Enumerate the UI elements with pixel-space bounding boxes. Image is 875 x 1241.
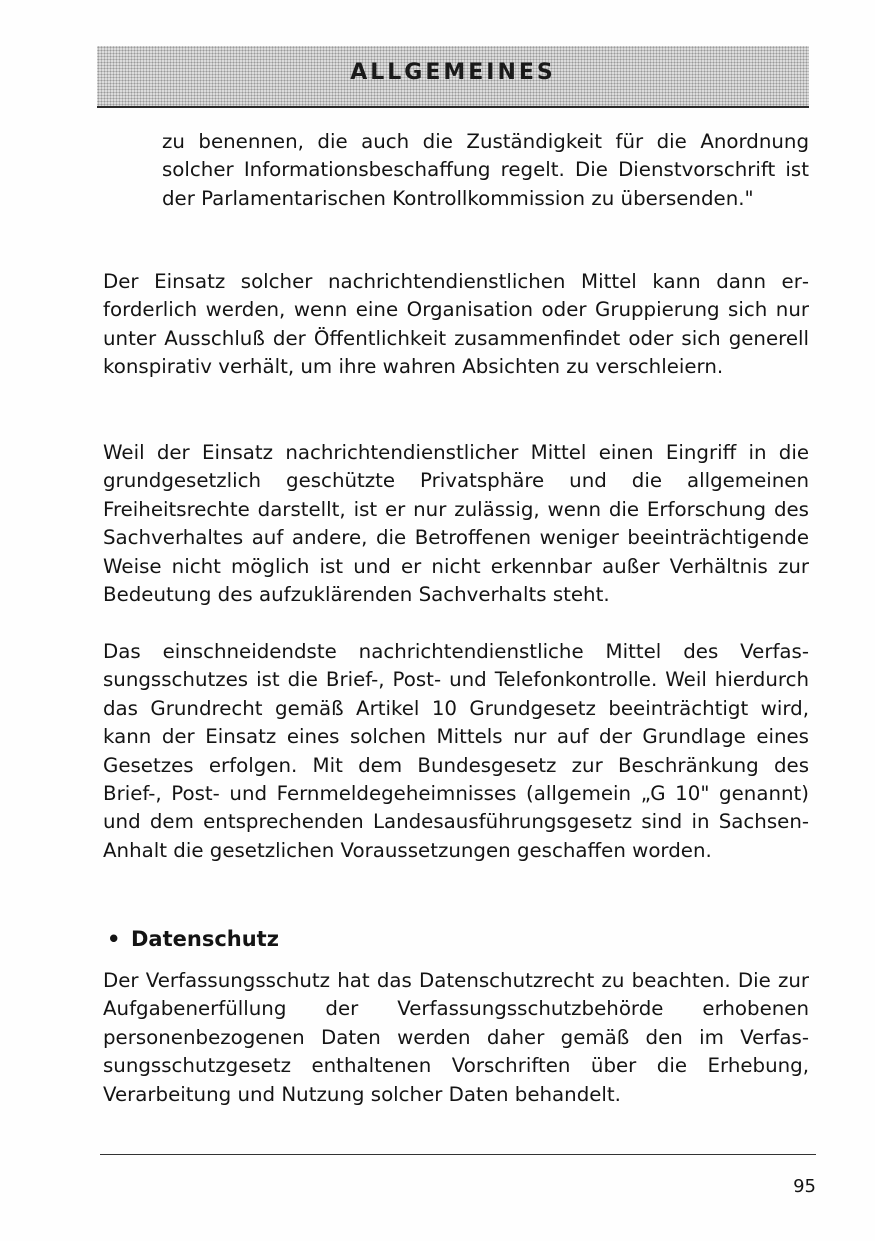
section-paragraph: Der Verfassungsschutz hat das Datenschutzrecht zu beachten. Die zur Aufgabenerfüllung der Verfassungsschutzbehörde erhobenen personenbezogenen Daten werden daher gemäß den im Verfassungsschutzgesetz enthaltenen Vorschriften über die Erhebung, Verarbeitung und Nutzung solcher Daten behandelt. xyxy=(103,969,809,1106)
page-number: 95 xyxy=(793,1176,816,1197)
paragraph-2: Weil der Einsatz nachrichtendienstlicher Mittel einen Eingriff in die grundgesetzlich geschützte Privatsphäre und die allgemeinen Freiheitsrechte darstellt, ist er nur zulässig, wenn die Erforschung des Sachverhaltes auf andere, die Betroffenen weniger beeinträchtigende Weise nicht möglich ist und er nicht erkennbar außer Verhältnis zur Bedeutung des aufzuklärenden Sachverhalts steht. xyxy=(103,441,809,607)
section-heading xyxy=(107,924,279,954)
page-header xyxy=(97,60,809,85)
paragraph-3: Das einschneidendste nachrichtendienstliche Mittel des Verfassungsschutzes ist die Brief-, Post- und Telefonkontrolle. Weil hierdurch das Grundrecht gemäß Artikel 10 Grundgesetz beeinträchtigt wird, kann der Einsatz eines solchen Mittels nur auf der Grundlage eines Gesetzes erfolgen. Mit dem Bundesgesetz zur Beschränkung des Brief-, Post- und Fernmeldegeheimnisses (allgemein „G 10" genannt) und dem entsprechenden Landesausführungsgesetz sind in Sachsen-Anhalt die gesetzlichen Voraussetzungen geschaffen worden. xyxy=(103,640,809,862)
section-heading-text: Datenschutz xyxy=(131,927,279,951)
paragraph-1: Der Einsatz solcher nachrichtendienstlichen Mittel kann dann erforderlich werden, wenn eine Organisation oder Gruppierung sich nur unter Ausschluß der Öffentlichkeit zusammenfindet oder sich generell konspirativ verhält, um ihre wahren Absichten zu verschleiern. xyxy=(103,270,809,379)
bullet-icon: • xyxy=(107,927,121,951)
quote-paragraph: zu benennen, die auch die Zuständigkeit für die Anordnung solcher Informationsbeschaffung regelt. Die Dienstvorschrift ist der Parlamentarischen Kontrollkommission zu übersenden." xyxy=(162,130,809,210)
footer-rule xyxy=(100,1154,816,1155)
header-title: ALLGEMEINES xyxy=(350,60,556,85)
